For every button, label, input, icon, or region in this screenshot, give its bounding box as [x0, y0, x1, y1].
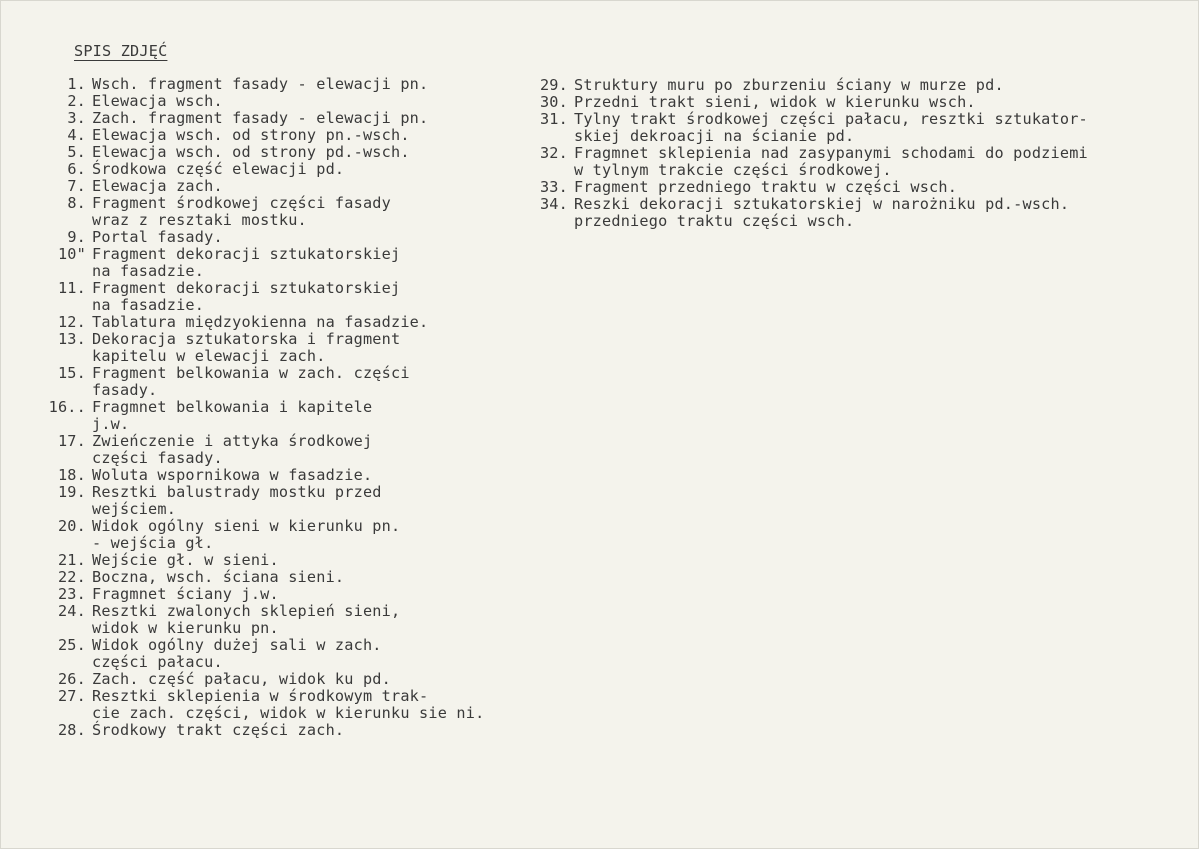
item-text: Widok ogólny dużej sali w zach. części pałacu.	[92, 636, 382, 671]
document-title: SPIS ZDJĘĆ	[74, 42, 168, 60]
list-item	[38, 433, 528, 467]
item-number: 20.	[57, 517, 86, 535]
item-number: 31.	[539, 110, 568, 128]
item-text: Boczna, wsch. ściana sieni.	[92, 568, 345, 586]
item-text: Elewacja zach.	[92, 177, 223, 195]
list-item	[38, 246, 528, 280]
item-text: Woluta wspornikowa w fasadzie.	[92, 466, 373, 484]
item-number: 32.	[539, 144, 568, 162]
item-text: Zach. część pałacu, widok ku pd.	[92, 670, 391, 688]
item-number: 30.	[539, 93, 568, 111]
list-item	[38, 331, 528, 365]
item-text: Fragment środkowej części fasady wraz z resztaki mostku.	[92, 194, 391, 229]
item-number: 11.	[57, 279, 86, 297]
list-item	[38, 671, 528, 688]
item-number: 28.	[57, 721, 86, 739]
list-item	[38, 467, 528, 484]
list-item	[38, 637, 528, 671]
list-item	[520, 196, 1160, 230]
list-item	[520, 111, 1160, 145]
item-number: 29.	[539, 76, 568, 94]
item-number: 27.	[57, 687, 86, 705]
item-number: 9.	[67, 228, 86, 246]
item-text: Wsch. fragment fasady - elewacji pn.	[92, 75, 429, 93]
item-text: Środkowa część elewacji pd.	[92, 160, 345, 178]
list-item	[38, 144, 528, 161]
list-item	[38, 314, 528, 331]
list-item	[520, 94, 1160, 111]
item-text: Fragment dekoracji sztukatorskiej na fasadzie.	[92, 245, 401, 280]
item-number: 34.	[539, 195, 568, 213]
item-text: Zwieńczenie i attyka środkowej części fasady.	[92, 432, 373, 467]
item-number: 24.	[57, 602, 86, 620]
item-number: 22.	[57, 568, 86, 586]
item-text: Struktury muru po zburzeniu ściany w murze pd.	[574, 76, 1004, 94]
item-number: 3.	[67, 109, 86, 127]
item-number: 23.	[57, 585, 86, 603]
item-text: Fragment przedniego traktu w części wsch.	[574, 178, 958, 196]
item-number: 13.	[57, 330, 86, 348]
item-text: Elewacja wsch. od strony pn.-wsch.	[92, 126, 410, 144]
item-number: 7.	[67, 177, 86, 195]
item-text: Środkowy trakt części zach.	[92, 721, 345, 739]
list-item	[38, 399, 528, 433]
list-item	[38, 178, 528, 195]
item-number: 12.	[57, 313, 86, 331]
item-text: Fragmnet belkowania i kapitele j.w.	[92, 398, 373, 433]
item-number: 33.	[539, 178, 568, 196]
photo-list-left	[38, 76, 528, 739]
item-text: Resztki zwalonych sklepień sieni, widok w kierunku pn.	[92, 602, 401, 637]
list-item	[38, 280, 528, 314]
list-item	[38, 688, 528, 722]
item-text: Widok ogólny sieni w kierunku pn. - wejścia gł.	[92, 517, 401, 552]
item-number: 5.	[67, 143, 86, 161]
item-number: 19.	[57, 483, 86, 501]
item-text: Fragment belkowania w zach. części fasady.	[92, 364, 410, 399]
item-number: 17.	[57, 432, 86, 450]
list-item	[38, 603, 528, 637]
item-number: 26.	[57, 670, 86, 688]
list-item	[38, 110, 528, 127]
item-text: Fragmnet ściany j.w.	[92, 585, 279, 603]
list-item	[38, 484, 528, 518]
item-text: Portal fasady.	[92, 228, 223, 246]
item-number: 21.	[57, 551, 86, 569]
item-number: 8.	[67, 194, 86, 212]
item-text: Tylny trakt środkowej części pałacu, resztki sztukator- skiej dekroacji na ścianie pd.	[574, 110, 1088, 145]
item-text: Tablatura międzyokienna na fasadzie.	[92, 313, 429, 331]
item-number: 18.	[57, 466, 86, 484]
item-text: Resztki balustrady mostku przed wejściem.	[92, 483, 382, 518]
list-item	[38, 161, 528, 178]
item-text: Przedni trakt sieni, widok w kierunku wsch.	[574, 93, 976, 111]
item-text: Fragmnet sklepienia nad zasypanymi schodami do podziemi w tylnym trakcie części środkowej.	[574, 144, 1088, 179]
item-number: 6.	[67, 160, 86, 178]
list-item	[38, 127, 528, 144]
list-item	[520, 179, 1160, 196]
list-item	[38, 93, 528, 110]
item-text: Elewacja wsch. od strony pd.-wsch.	[92, 143, 410, 161]
item-number: 10"	[57, 245, 86, 263]
item-text: Dekoracja sztukatorska i fragment kapitelu w elewacji zach.	[92, 330, 401, 365]
list-item	[38, 569, 528, 586]
list-item	[38, 586, 528, 603]
item-number: 1.	[67, 75, 86, 93]
item-number: 25.	[57, 636, 86, 654]
list-item	[520, 77, 1160, 94]
list-item	[38, 552, 528, 569]
item-number: 15.	[57, 364, 86, 382]
item-number: 4.	[67, 126, 86, 144]
list-item	[520, 145, 1160, 179]
list-item	[38, 76, 528, 93]
item-number: 16..	[48, 398, 86, 416]
list-item	[38, 195, 528, 229]
item-text: Resztki sklepienia w środkowym trak- cie zach. części, widok w kierunku sie ni.	[92, 687, 485, 722]
item-number: 2.	[67, 92, 86, 110]
item-text: Zach. fragment fasady - elewacji pn.	[92, 109, 429, 127]
list-item	[38, 722, 528, 739]
list-item	[38, 518, 528, 552]
list-item	[38, 229, 528, 246]
item-text: Reszki dekoracji sztukatorskiej w narożniku pd.-wsch. przedniego traktu części wsch.	[574, 195, 1070, 230]
list-item	[38, 365, 528, 399]
item-text: Wejście gł. w sieni.	[92, 551, 279, 569]
photo-list-right	[520, 77, 1160, 230]
item-text: Fragment dekoracji sztukatorskiej na fasadzie.	[92, 279, 401, 314]
item-text: Elewacja wsch.	[92, 92, 223, 110]
